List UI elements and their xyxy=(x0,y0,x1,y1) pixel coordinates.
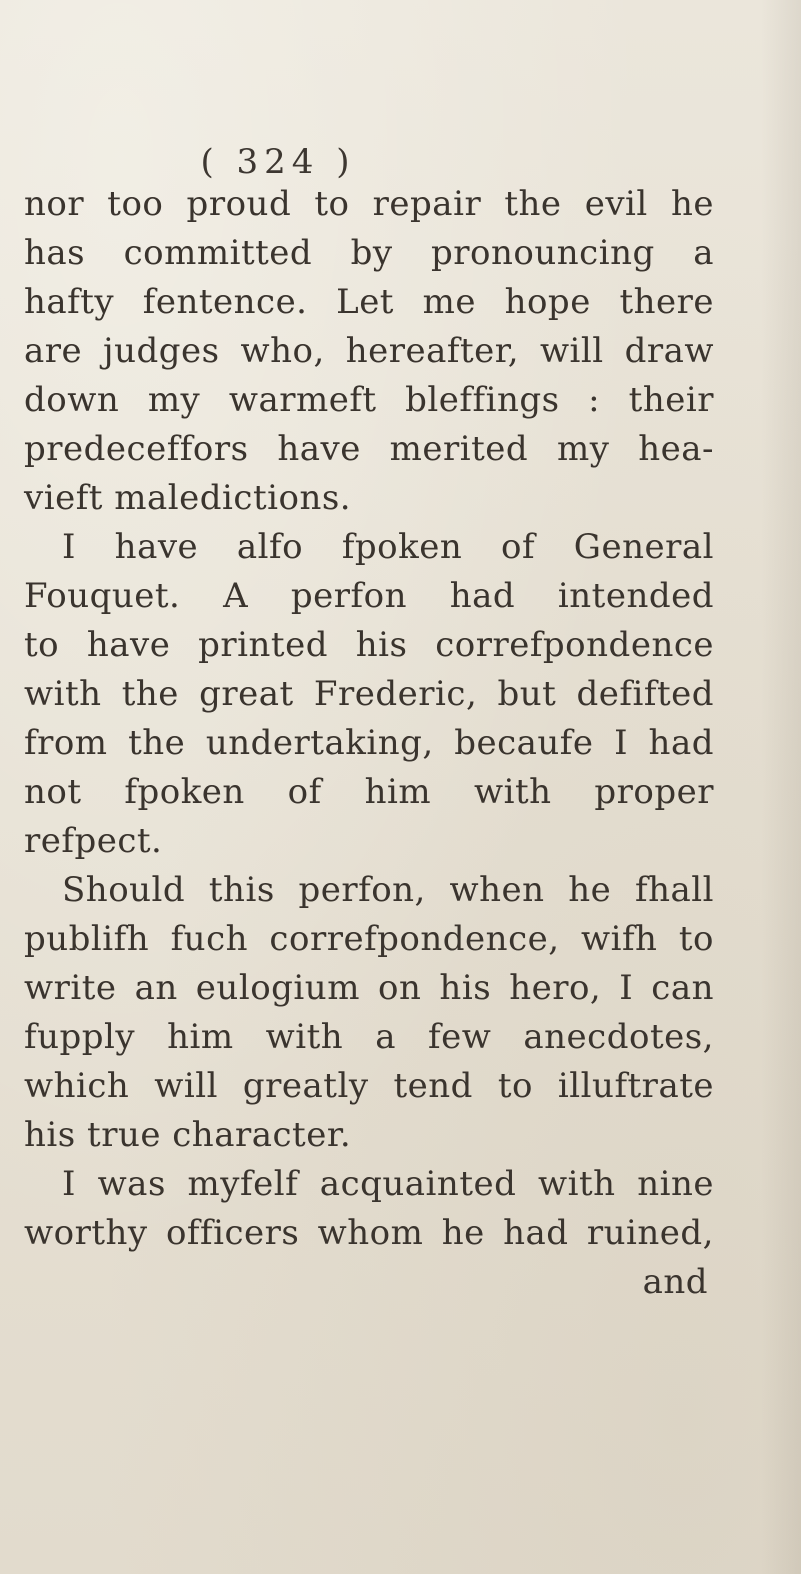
text-line: his true character. xyxy=(24,1115,352,1155)
text-line: I have alfo fpoken of General xyxy=(62,527,714,567)
text-line: not fpoken of him with proper xyxy=(24,772,714,812)
text-line: publifh fuch correfpondence, wifh to xyxy=(24,919,714,959)
text-line: Fouquet. A perfon had intended xyxy=(24,576,714,616)
text-line: from the undertaking, becaufe I had xyxy=(24,723,714,763)
body-text xyxy=(24,180,714,1307)
text-line: has committed by pronouncing a xyxy=(24,233,714,273)
text-line: write an eulogium on his hero, I can xyxy=(24,968,714,1008)
text-line: vieft maledictions. xyxy=(24,478,352,518)
text-line: fupply him with a few anecdotes, xyxy=(24,1017,714,1057)
text-line: Should this perfon, when he fhall xyxy=(62,870,714,910)
text-line: to have printed his correfpondence xyxy=(24,625,714,665)
page-number: ( 324 ) xyxy=(200,142,356,182)
text-line: refpect. xyxy=(24,821,163,861)
text-line: which will greatly tend to illuftrate xyxy=(24,1066,714,1106)
catchword: and xyxy=(642,1262,708,1302)
text-line: are judges who, hereafter, will draw xyxy=(24,331,714,371)
text-line: worthy officers whom he had ruined, xyxy=(24,1213,714,1253)
text-line: I was myfelf acquainted with nine xyxy=(62,1164,714,1204)
text-line: nor too proud to repair the evil he xyxy=(24,184,714,224)
text-line: predeceffors have merited my hea- xyxy=(24,429,714,469)
page-edge-shadow xyxy=(761,0,801,1574)
text-line: hafty fentence. Let me hope there xyxy=(24,282,714,322)
text-line: down my warmeft bleffings : their xyxy=(24,380,714,420)
text-line: with the great Frederic, but defifted xyxy=(24,674,714,714)
